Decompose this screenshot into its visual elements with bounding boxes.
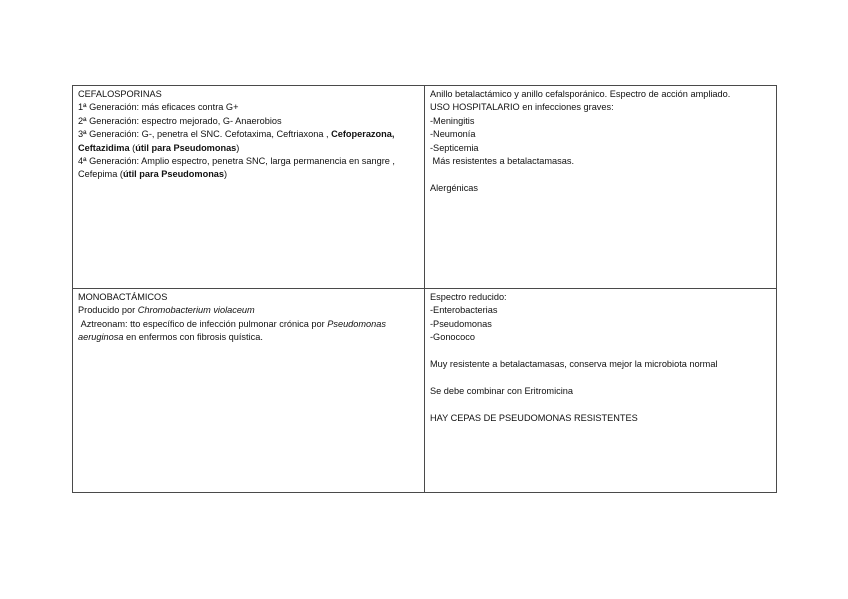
antibiotics-table — [72, 85, 777, 493]
list-item: -Meningitis — [430, 115, 475, 126]
cefalosporinas-title: CEFALOSPORINAS — [78, 89, 162, 99]
generation-3 — [78, 128, 419, 155]
generation-4 — [78, 155, 419, 182]
monobactamicos-notes-cell — [425, 289, 777, 493]
spacer — [430, 168, 771, 181]
spacer — [430, 345, 771, 358]
aztreonam-desc: Aztreonam: tto específico de infección pulmonar crónica por — [78, 318, 328, 329]
list-item: -Gonococo — [430, 332, 475, 343]
monobactamicos-title: MONOBACTÁMICOS — [78, 292, 168, 302]
cefalosporinas-notes-cell — [425, 86, 777, 289]
notes-line: Muy resistente a betalactamasas, conserva mejor la microbiota normal — [430, 359, 718, 370]
list-item: -Neumonía — [430, 129, 476, 140]
table-row — [73, 289, 777, 493]
list-item: -Pseudomonas — [430, 318, 492, 329]
generation-3-paren-close: ) — [236, 142, 240, 153]
notes-line: HAY CEPAS DE PSEUDOMONAS RESISTENTES — [430, 412, 638, 423]
notes-line: Alergénicas — [430, 182, 479, 193]
monobactamicos-cell — [73, 289, 425, 493]
aztreonam-text — [78, 318, 419, 345]
generation-4-paren-close: ) — [224, 169, 228, 180]
notes-line: Más resistentes a betalactamasas. — [430, 156, 575, 167]
aztreonam-species: Pseudomonas aeruginosa — [78, 318, 389, 343]
generation-4-text: 4ª Generación: Amplio espectro, penetra SNC, larga permanencia en sangre , Cefepima ( — [78, 156, 395, 180]
produced-by — [78, 304, 419, 317]
spacer — [430, 398, 771, 411]
generation-1: 1ª Generación: más eficaces contra G+ — [78, 102, 239, 113]
aztreonam-suffix: en enfermos con fibrosis quística. — [123, 332, 263, 343]
generation-2: 2ª Generación: espectro mejorado, G- Anaerobios — [78, 115, 282, 126]
generation-3-note: útil para Pseudomonas — [135, 142, 237, 153]
notes-line: Anillo betalactámico y anillo cefalsporánico. Espectro de acción ampliado. — [430, 89, 731, 99]
table-row — [73, 86, 777, 289]
generation-3-drugs: Cefoperazona, Ceftazidima — [78, 129, 395, 153]
generation-4-note: útil para Pseudomonas — [122, 169, 225, 180]
produced-by-species: Chromobacterium violaceum — [137, 305, 255, 316]
notes-line: USO HOSPITALARIO en infecciones graves: — [430, 102, 614, 113]
notes-line: Se debe combinar con Eritromicina — [430, 385, 573, 396]
generation-3-text: 3ª Generación: G-, penetra el SNC. Cefotaxima, Ceftriaxona , — [78, 129, 332, 140]
generation-3-paren: ( — [129, 142, 136, 153]
notes-line: Espectro reducido: — [430, 292, 507, 302]
cefalosporinas-cell — [73, 86, 425, 289]
list-item: -Septicemia — [430, 142, 479, 153]
spacer — [430, 371, 771, 384]
produced-by-text: Producido por — [78, 305, 138, 316]
list-item: -Enterobacterias — [430, 305, 498, 316]
